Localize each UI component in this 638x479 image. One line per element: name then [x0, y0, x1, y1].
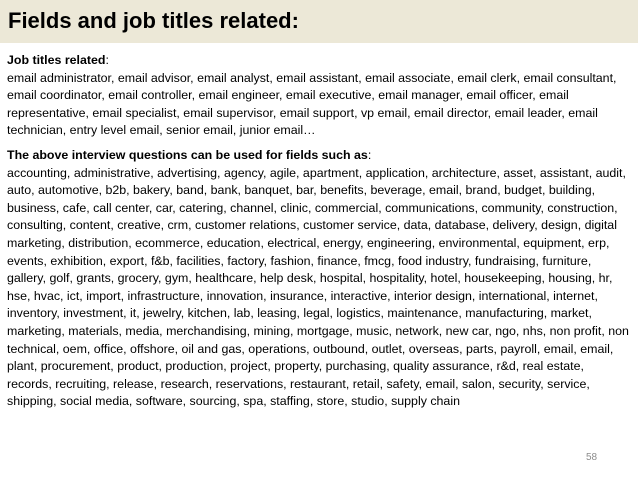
- slide-content: [7, 52, 632, 411]
- job-titles-heading-colon: :: [105, 53, 109, 67]
- slide-title: Fields and job titles related:: [8, 8, 299, 33]
- job-titles-heading: Job titles related: [7, 53, 106, 67]
- page-number: 58: [586, 452, 598, 463]
- fields-heading-line: [7, 147, 632, 165]
- fields-heading-colon: :: [367, 147, 372, 162]
- fields-heading: The above interview questions can be used for fields such as: [7, 147, 368, 162]
- fields-list: accounting, administrative, advertising, agency, agile, apartment, application, architecture, asset, assistant, audit, auto, automotive, b2b, bakery, band, bank, banquet, bar, benefits, beverage, email, brand, budget, building, business, cafe, call center, car, catering, channel, clinic, commercial, communications, community, construction, consulting, content, creative, crm, customer relations, customer service, data, database, delivery, design, digital marketing, distribution, ecommerce, education, electrical, energy, engineering, environmental, equipment, erp, events, exhibition, export, f&b, facilities, factory, fashion, finance, fmcg, food industry, fundraising, furniture, gallery, golf, grants, grocery, gym, healthcare, help desk, hospital, hospitality, hotel, housekeeping, housing, hr, hse, hvac, ict, import, infrastructure, innovation, insurance, interactive, interior design, international, internet, inventory, investment, it, jewelry, kitchen, lab, leasing, legal, logistics, maintenance, manufacturing, market, marketing, materials, media, merchandising, mining, mortgage, music, network, new car, ngo, nhs, non profit, non technical, oem, office, offshore, oil and gas, operations, outbound, outlet, overseas, parts, payroll, email, email, plant, procurement, product, production, project, property, purchasing, quality assurance, r&d, real estate, records, recruiting, release, research, reservations, restaurant, retail, safety, email, salon, security, service, shipping, social media, software, sourcing, spa, staffing, store, studio, supply chain: [7, 165, 629, 409]
- title-bar: [0, 0, 638, 43]
- job-titles-heading-line: [7, 52, 632, 70]
- job-titles-list: email administrator, email advisor, email analyst, email assistant, email associate, email clerk, email consultant, email coordinator, email controller, email engineer, email executive, email manager, email officer, email representative, email specialist, email supervisor, email support, vp email, email director, email leader, email technician, entry level email, senior email, junior email…: [7, 70, 617, 138]
